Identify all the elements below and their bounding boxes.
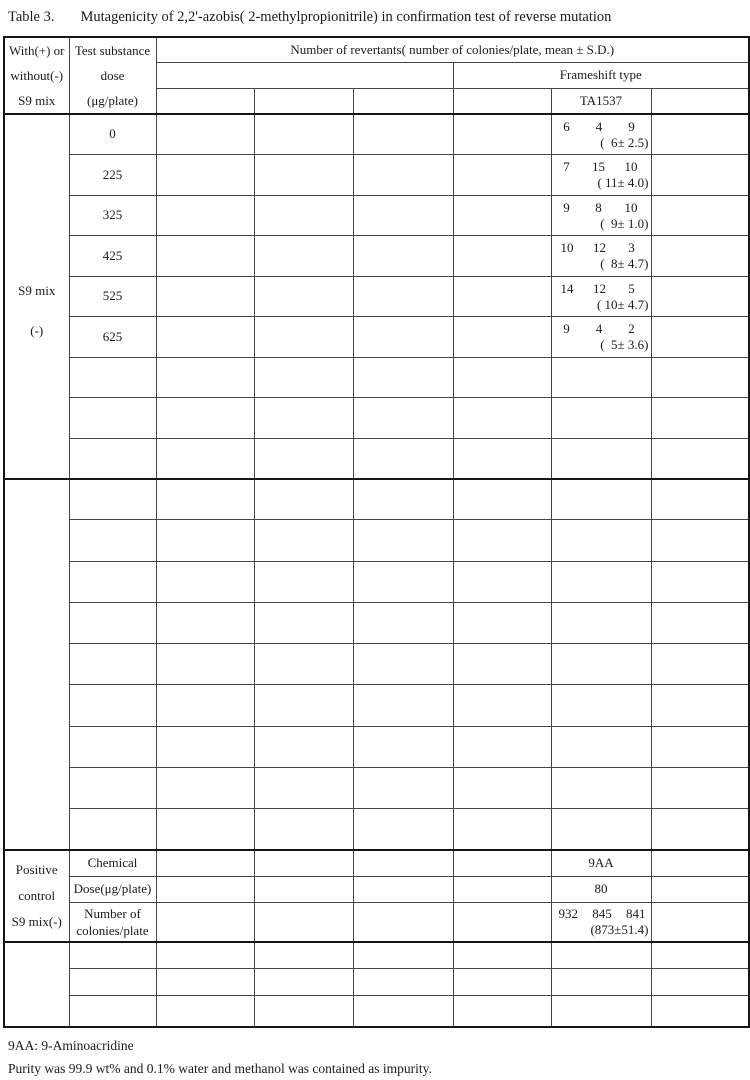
empty-row [4, 479, 749, 520]
header-frameshift-cell: Frameshift type [453, 63, 749, 89]
plate-counts [552, 239, 651, 256]
empty-row [4, 726, 749, 767]
empty-cell [254, 602, 353, 643]
header-line: without(-) [10, 68, 64, 83]
empty-row [4, 520, 749, 561]
dose-row [4, 155, 749, 196]
count-value: 841 [626, 906, 646, 922]
empty-cell [69, 479, 156, 520]
empty-cell [156, 726, 254, 767]
empty-row [4, 685, 749, 726]
dose-label-cell: Dose(μg/plate) [69, 876, 156, 902]
empty-cell [353, 438, 453, 479]
empty-cell [353, 685, 453, 726]
empty-cell [651, 155, 749, 196]
empty-cell [156, 357, 254, 398]
positive-control-label-cell [4, 850, 69, 942]
empty-cell [69, 398, 156, 439]
empty-cell [651, 561, 749, 602]
count-value: 9 [563, 199, 570, 215]
empty-cell [156, 644, 254, 685]
empty-cell [651, 602, 749, 643]
empty-cell [651, 995, 749, 1027]
empty-cell [453, 768, 551, 809]
empty-cell [156, 276, 254, 317]
ta1537-cell [551, 195, 651, 236]
empty-cell [353, 726, 453, 767]
count-value: 4 [595, 118, 603, 134]
empty-cell [254, 876, 353, 902]
header-line: S9 mix [18, 93, 56, 108]
empty-cell [353, 644, 453, 685]
empty-cell [353, 902, 453, 942]
empty-cell [651, 902, 749, 942]
empty-cell [651, 114, 749, 155]
label-line: S9 mix [18, 283, 56, 298]
count-value: 10 [624, 159, 638, 174]
empty-cell [69, 357, 156, 398]
dose-row [4, 195, 749, 236]
empty-cell [156, 942, 254, 968]
count-value: 8 [595, 199, 602, 215]
empty-cell [453, 602, 551, 643]
empty-cell [551, 644, 651, 685]
empty-cell [453, 644, 551, 685]
empty-cell [353, 850, 453, 876]
empty-cell [69, 726, 156, 767]
empty-cell [4, 479, 69, 851]
empty-cell [353, 561, 453, 602]
empty-cell [551, 768, 651, 809]
header-dose-cell [69, 37, 156, 114]
count-value: 4 [595, 321, 603, 336]
empty-row [4, 602, 749, 643]
empty-cell [254, 809, 353, 850]
ta1537-cell [551, 317, 651, 358]
empty-cell [453, 561, 551, 602]
count-value: 9 [628, 118, 635, 134]
empty-cell [551, 942, 651, 968]
empty-cell [551, 968, 651, 995]
empty-cell [69, 438, 156, 479]
label-line: Number of [84, 905, 141, 921]
empty-cell [551, 726, 651, 767]
empty-cell [651, 685, 749, 726]
count-value: 932 [558, 906, 578, 922]
empty-cell [651, 876, 749, 902]
empty-cell [551, 520, 651, 561]
empty-cell [254, 236, 353, 277]
empty-cell [353, 876, 453, 902]
empty-cell [651, 942, 749, 968]
empty-cell [453, 236, 551, 277]
ta1537-cell [551, 155, 651, 196]
empty-cell [353, 114, 453, 155]
empty-cell [254, 561, 353, 602]
empty-cell [156, 114, 254, 155]
positive-control-row [4, 876, 749, 902]
header-strain-ta1537-cell: TA1537 [551, 88, 651, 114]
header-line: dose [100, 68, 125, 83]
dose-row [4, 276, 749, 317]
plate-counts [552, 280, 651, 297]
empty-row [4, 644, 749, 685]
empty-cell [69, 968, 156, 995]
s9-minus-label [5, 253, 69, 340]
mean-sd: ( 8± 4.7) [600, 256, 649, 272]
empty-cell [156, 768, 254, 809]
dose-ta1537-cell: 80 [551, 876, 651, 902]
header-line: With(+) or [8, 43, 65, 58]
empty-cell [353, 398, 453, 439]
empty-row [4, 809, 749, 850]
dose-cell: 225 [69, 155, 156, 196]
empty-cell [254, 942, 353, 968]
empty-cell [651, 195, 749, 236]
count-value: 3 [628, 240, 635, 255]
empty-cell [254, 357, 353, 398]
dose-cell: 625 [69, 317, 156, 358]
empty-row [4, 438, 749, 479]
empty-cell [453, 438, 551, 479]
count-value: 2 [628, 321, 635, 336]
empty-cell [651, 644, 749, 685]
mean-sd: ( 6± 2.5) [600, 135, 649, 150]
empty-cell [453, 317, 551, 358]
header-line: Test substance [74, 43, 151, 58]
empty-cell [453, 902, 551, 942]
empty-cell [156, 902, 254, 942]
positive-control-row [4, 902, 749, 942]
footnote-9aa: 9AA: 9-Aminoacridine [8, 1038, 134, 1054]
count-value: 10 [560, 240, 574, 255]
empty-cell [453, 114, 551, 155]
empty-cell [156, 520, 254, 561]
empty-cell [551, 809, 651, 850]
label-line: S9 mix(-) [11, 914, 62, 930]
empty-cell [353, 479, 453, 520]
empty-cell [651, 520, 749, 561]
empty-row [4, 768, 749, 809]
empty-row [4, 942, 749, 968]
empty-cell [453, 850, 551, 876]
empty-cell [453, 479, 551, 520]
empty-cell [353, 195, 453, 236]
chemical-ta1537-cell: 9AA [551, 850, 651, 876]
colonies-label [70, 905, 156, 939]
empty-cell [551, 438, 651, 479]
plate-counts [552, 905, 651, 922]
count-value: 6 [563, 118, 570, 134]
s9-minus-label-cell [4, 114, 69, 479]
positive-control-label [5, 857, 69, 935]
empty-cell [453, 276, 551, 317]
mean-sd: ( 11± 4.0) [597, 175, 649, 191]
empty-cell [4, 942, 69, 1027]
table-caption [8, 9, 748, 26]
empty-cell [156, 317, 254, 358]
empty-cell [453, 398, 551, 439]
empty-cell [453, 88, 551, 114]
empty-cell [453, 357, 551, 398]
dose-row [4, 114, 749, 155]
empty-cell [651, 236, 749, 277]
empty-cell [69, 768, 156, 809]
empty-cell [353, 357, 453, 398]
count-value: 12 [593, 280, 606, 296]
empty-cell [254, 276, 353, 317]
empty-cell [254, 479, 353, 520]
empty-cell [651, 438, 749, 479]
empty-cell [551, 561, 651, 602]
table-title: Mutagenicity of 2,2'-azobis( 2-methylpropionitrile) in confirmation test of reverse mutation [80, 9, 612, 25]
dose-cell: 425 [69, 236, 156, 277]
empty-cell [453, 809, 551, 850]
empty-cell [551, 398, 651, 439]
ta1537-cell [551, 236, 651, 277]
empty-cell [254, 398, 353, 439]
dose-row [4, 236, 749, 277]
empty-cell [156, 685, 254, 726]
count-value: 15 [592, 159, 605, 174]
empty-cell [651, 317, 749, 358]
empty-cell [353, 995, 453, 1027]
empty-cell [156, 479, 254, 520]
empty-cell [156, 602, 254, 643]
label-line: (-) [30, 323, 44, 339]
empty-cell [156, 155, 254, 196]
empty-cell [156, 398, 254, 439]
dose-cell: 325 [69, 195, 156, 236]
empty-row [4, 398, 749, 439]
empty-cell [156, 876, 254, 902]
colonies-label-cell [69, 902, 156, 942]
empty-cell [69, 685, 156, 726]
empty-row [4, 357, 749, 398]
empty-cell [453, 995, 551, 1027]
empty-cell [156, 88, 254, 114]
count-value: 7 [563, 159, 570, 174]
empty-cell [353, 768, 453, 809]
empty-cell [254, 644, 353, 685]
footnote-purity: Purity was 99.9 wt% and 0.1% water and methanol was contained as impurity. [8, 1060, 432, 1076]
empty-cell [453, 968, 551, 995]
empty-cell [353, 276, 453, 317]
header-blank-group-cell [156, 63, 453, 89]
empty-cell [69, 602, 156, 643]
mean-sd: (873±51.4) [590, 922, 649, 938]
empty-cell [651, 357, 749, 398]
empty-row [4, 995, 749, 1027]
empty-cell [156, 438, 254, 479]
empty-cell [254, 195, 353, 236]
empty-cell [651, 809, 749, 850]
empty-cell [353, 236, 453, 277]
empty-cell [651, 726, 749, 767]
header-revertants-cell: Number of revertants( number of colonies/plate, mean ± S.D.) [156, 37, 749, 63]
count-value: 9 [563, 321, 570, 336]
count-value: 14 [560, 280, 574, 296]
empty-cell [453, 942, 551, 968]
empty-cell [156, 809, 254, 850]
table-number: Table 3. [8, 9, 55, 25]
empty-cell [651, 968, 749, 995]
empty-cell [254, 995, 353, 1027]
mutagenicity-table [3, 36, 750, 1028]
dose-cell: 0 [69, 114, 156, 155]
empty-cell [353, 602, 453, 643]
empty-cell [69, 644, 156, 685]
empty-cell [156, 561, 254, 602]
empty-cell [254, 850, 353, 876]
plate-counts [552, 118, 651, 135]
plate-counts [552, 320, 651, 337]
empty-cell [551, 685, 651, 726]
empty-cell [156, 195, 254, 236]
empty-cell [254, 88, 353, 114]
label-line: control [18, 888, 56, 904]
empty-cell [551, 479, 651, 520]
empty-cell [156, 968, 254, 995]
header-row [4, 37, 749, 63]
empty-cell [453, 520, 551, 561]
empty-cell [254, 726, 353, 767]
positive-control-row [4, 850, 749, 876]
footnotes [8, 1035, 748, 1080]
empty-cell [156, 236, 254, 277]
mean-sd: ( 10± 4.7) [596, 296, 649, 312]
empty-cell [453, 685, 551, 726]
label-line: Positive [15, 862, 58, 878]
empty-cell [453, 195, 551, 236]
empty-cell [551, 357, 651, 398]
empty-cell [651, 768, 749, 809]
empty-cell [69, 561, 156, 602]
empty-cell [254, 438, 353, 479]
empty-cell [651, 479, 749, 520]
label-line: colonies/plate [76, 922, 149, 938]
empty-cell [651, 88, 749, 114]
chemical-label-cell: Chemical [69, 850, 156, 876]
empty-row [4, 561, 749, 602]
count-value: 5 [628, 280, 635, 296]
header-s9-mix-cell [4, 37, 69, 114]
empty-cell [254, 902, 353, 942]
empty-cell [453, 155, 551, 196]
empty-cell [551, 995, 651, 1027]
empty-cell [156, 995, 254, 1027]
mean-sd: ( 5± 3.6) [600, 337, 649, 353]
ta1537-cell [551, 114, 651, 155]
header-line: (μg/plate) [86, 93, 138, 108]
empty-cell [254, 155, 353, 196]
empty-cell [69, 809, 156, 850]
empty-cell [453, 726, 551, 767]
empty-cell [156, 850, 254, 876]
dose-cell: 525 [69, 276, 156, 317]
empty-cell [551, 602, 651, 643]
empty-cell [254, 114, 353, 155]
empty-cell [69, 942, 156, 968]
empty-cell [353, 88, 453, 114]
plate-counts [552, 158, 651, 175]
empty-cell [254, 968, 353, 995]
empty-cell [453, 876, 551, 902]
empty-row [4, 968, 749, 995]
mean-sd: ( 9± 1.0) [600, 215, 649, 231]
empty-cell [254, 768, 353, 809]
empty-cell [254, 520, 353, 561]
empty-cell [69, 520, 156, 561]
empty-cell [353, 968, 453, 995]
empty-cell [353, 942, 453, 968]
colonies-ta1537-cell [551, 902, 651, 942]
empty-cell [651, 276, 749, 317]
dose-row [4, 317, 749, 358]
empty-cell [353, 809, 453, 850]
empty-cell [353, 155, 453, 196]
empty-cell [651, 850, 749, 876]
count-value: 845 [592, 906, 612, 922]
empty-cell [353, 520, 453, 561]
plate-counts [552, 199, 651, 216]
empty-cell [254, 685, 353, 726]
empty-cell [353, 317, 453, 358]
count-value: 10 [624, 199, 638, 215]
count-value: 12 [593, 240, 606, 255]
empty-cell [651, 398, 749, 439]
ta1537-cell [551, 276, 651, 317]
empty-cell [254, 317, 353, 358]
empty-cell [69, 995, 156, 1027]
